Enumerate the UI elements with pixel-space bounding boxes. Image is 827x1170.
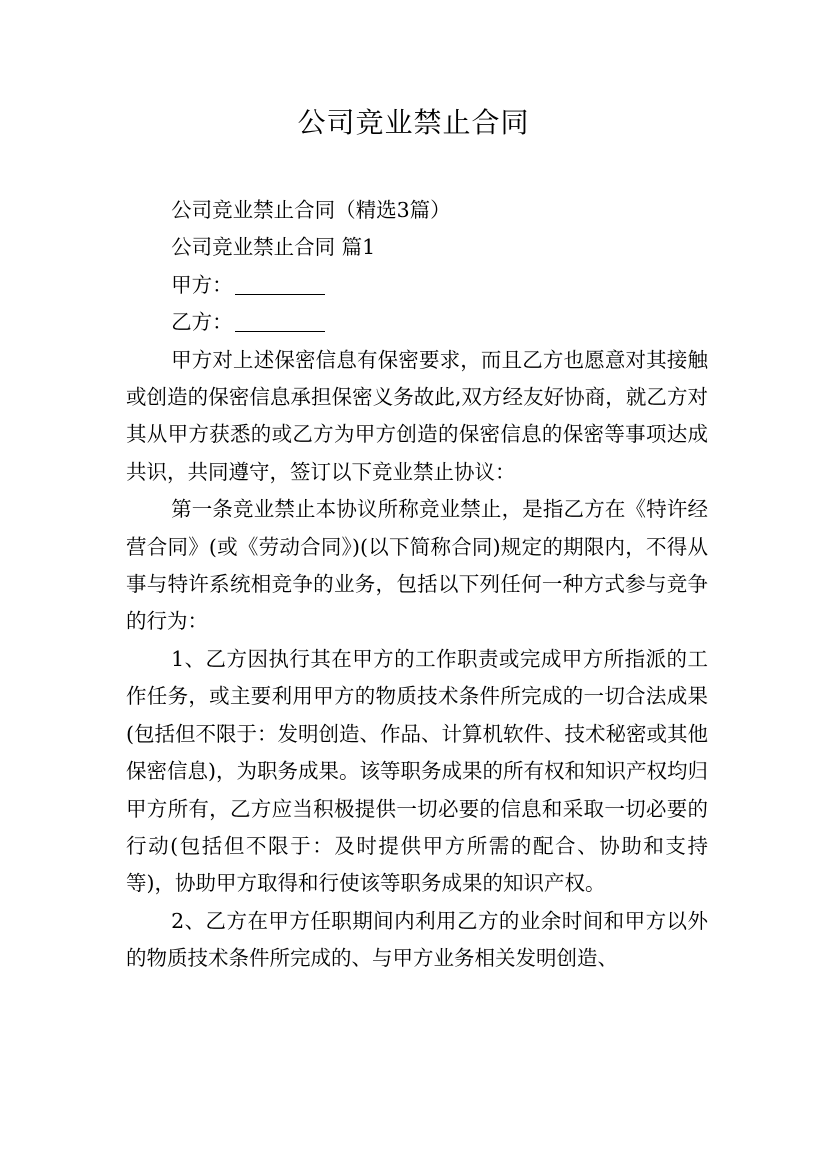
party-a-label: 甲方： <box>171 272 233 297</box>
paragraph: 第一条竞业禁止本协议所称竞业禁止，是指乙方在《特许经营合同》(或《劳动合同》)(以下简称合同)规定的期限内，不得从事与特许系统相竞争的业务，包括以下列任何一种方式参与竞争的行为： <box>126 497 708 634</box>
document-body <box>126 192 708 978</box>
paragraph: 1、乙方因执行其在甲方的工作职责或完成甲方所指派的工作任务，或主要利用甲方的物质技术条件所完成的一切合法成果(包括但不限于：发明创造、作品、计算机软件、技术秘密或其他保密信息)，为职务成果。该等职务成果的所有权和知识产权均归甲方所有，乙方应当积极提供一切必要的信息和采取一切必要的行动(包括但不限于：及时提供甲方所需的配合、协助和支持等)，协助甲方取得和行使该等职务成果的知识产权。 <box>126 646 708 896</box>
party-a-line <box>126 267 708 304</box>
paragraph: 2、乙方在甲方任职期间内利用乙方的业余时间和甲方以外的物质技术条件所完成的、与甲方业务相关发明创造、 <box>126 908 708 971</box>
party-b-blank <box>235 309 325 332</box>
party-a-blank <box>235 272 325 295</box>
party-b-line <box>126 304 708 341</box>
section-heading: 公司竞业禁止合同 篇1 <box>171 235 376 260</box>
party-b-label: 乙方： <box>171 310 233 335</box>
document-title: 公司竞业禁止合同 <box>297 106 530 139</box>
subtitle-line: 公司竞业禁止合同（精选3篇） <box>171 198 451 222</box>
paragraph: 甲方对上述保密信息有保密要求，而且乙方也愿意对其接触或创造的保密信息承担保密义务故此,双方经友好协商，就乙方对其从甲方获悉的或乙方为甲方创造的保密信息的保密等事项达成共识，共同遵守，签订以下竞业禁止协议： <box>126 347 708 484</box>
